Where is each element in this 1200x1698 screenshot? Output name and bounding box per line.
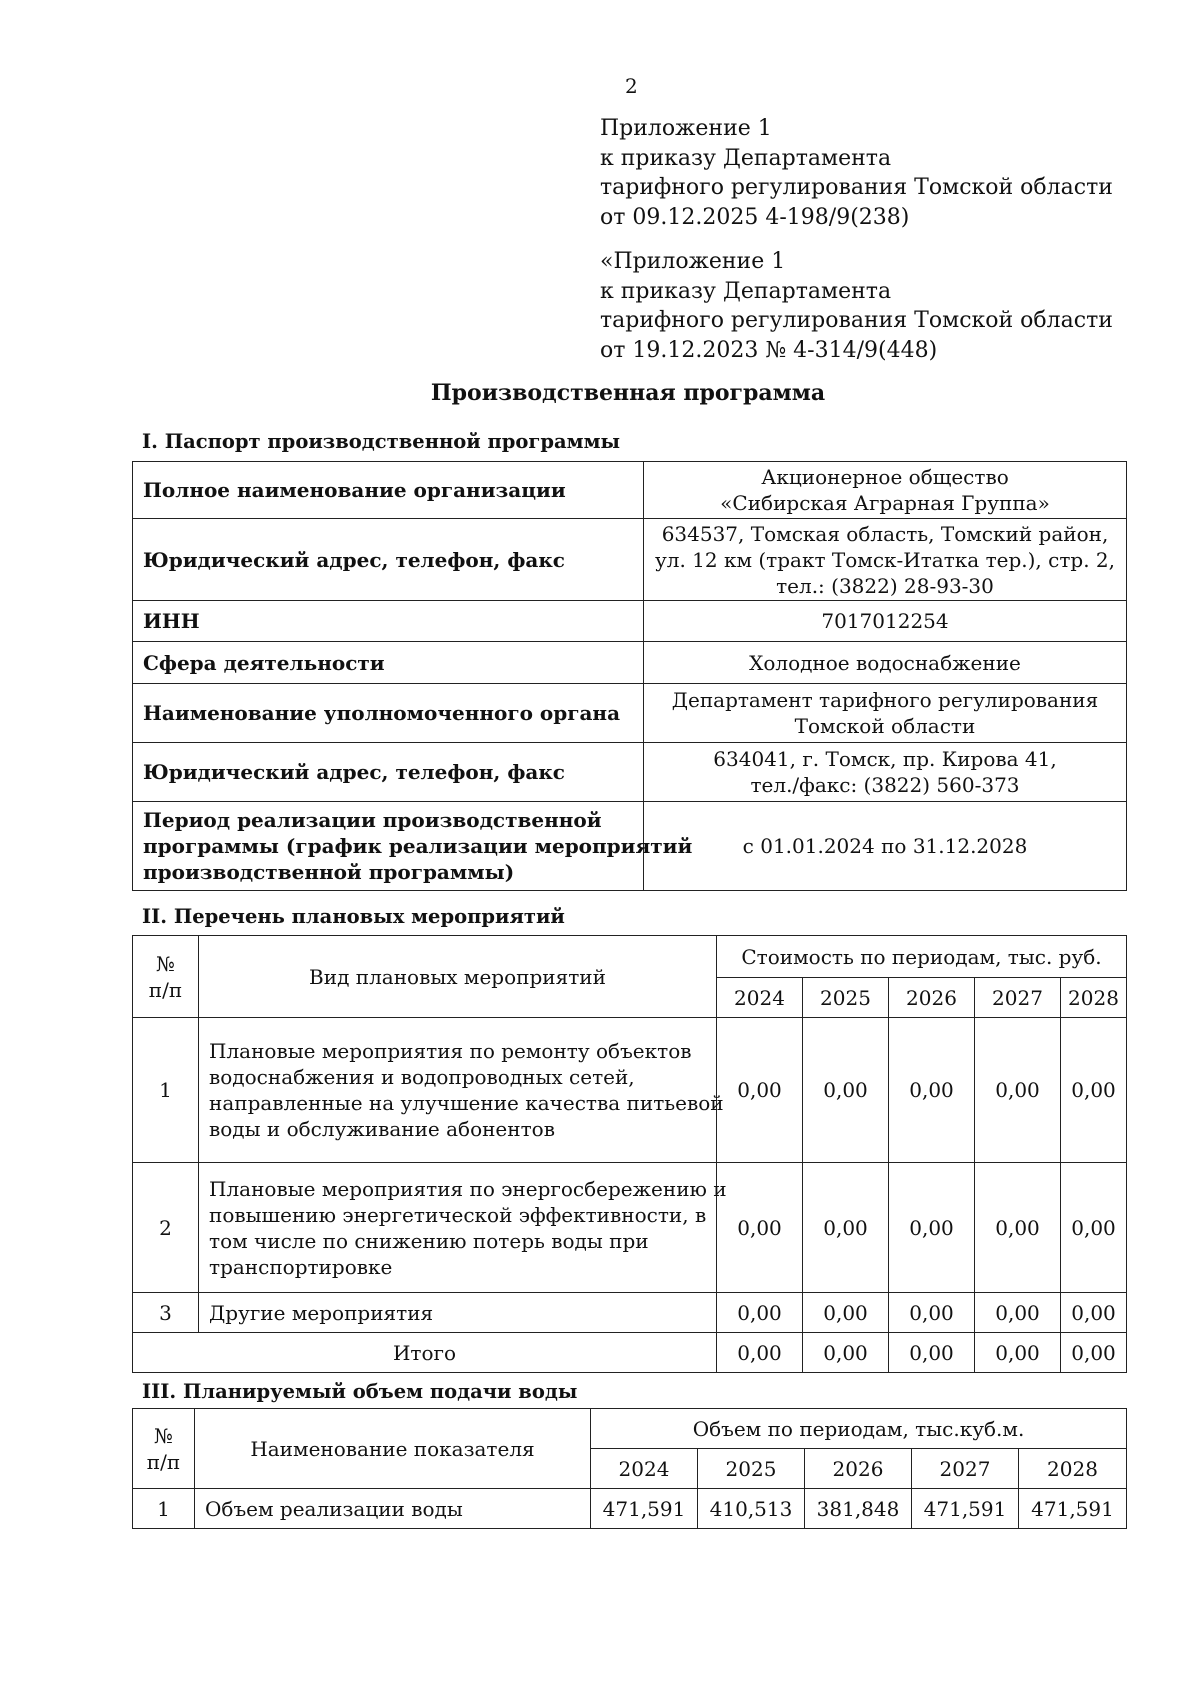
cost-value: 0,00: [975, 1163, 1061, 1293]
appendix-line: тарифного регулирования Томской области: [600, 175, 1113, 200]
event-description: Плановые мероприятия по ремонту объектов водоснабжения и водопроводных сетей, направленные на улучшение качества питьевой воды и обслуживание абонентов: [199, 1018, 717, 1163]
column-header-indicator: Наименование показателя: [195, 1409, 591, 1489]
total-value: 0,00: [717, 1333, 803, 1373]
passport-label: Сфера деятельности: [133, 642, 644, 684]
table-row: [133, 1018, 1127, 1163]
section-2-title: II. Перечень плановых мероприятий: [142, 905, 565, 928]
total-row: [133, 1333, 1127, 1373]
volume-value: 471,591: [1019, 1489, 1127, 1529]
cost-value: 0,00: [803, 1018, 889, 1163]
table-row: [133, 743, 1127, 802]
passport-value: 634537, Томская область, Томский район, ул. 12 км (тракт Томск-Итатка тер.), стр. 2, тел.: (3822) 28-93-30: [644, 519, 1127, 601]
passport-label: Период реализации производственной программы (график реализации мероприятий производственной программы): [133, 802, 644, 891]
appendix-line: к приказу Департамента: [600, 145, 892, 171]
table-row: [133, 1293, 1127, 1333]
event-description: Другие мероприятия: [199, 1293, 717, 1333]
passport-label: Наименование уполномоченного органа: [133, 684, 644, 743]
column-header-year: 2027: [975, 978, 1061, 1018]
column-header-year: 2025: [698, 1449, 805, 1489]
table-row: [133, 462, 1127, 519]
passport-label: Юридический адрес, телефон, факс: [133, 519, 644, 601]
cost-value: 0,00: [1061, 1018, 1127, 1163]
total-label: Итого: [133, 1333, 717, 1373]
column-header-year: 2026: [805, 1449, 912, 1489]
table-row: [133, 601, 1127, 642]
cost-value: 0,00: [1061, 1163, 1127, 1293]
column-header-number: № п/п: [133, 936, 199, 1018]
cost-value: 0,00: [717, 1293, 803, 1333]
total-value: 0,00: [803, 1333, 889, 1373]
passport-label: Полное наименование организации: [133, 462, 644, 519]
events-table: [132, 935, 1127, 1373]
passport-value: 634041, г. Томск, пр. Кирова 41, тел./факс: (3822) 560-373: [644, 743, 1127, 802]
cost-value: 0,00: [1061, 1293, 1127, 1333]
total-value: 0,00: [1061, 1333, 1127, 1373]
passport-value: с 01.01.2024 по 31.12.2028: [644, 802, 1127, 891]
cost-value: 0,00: [889, 1018, 975, 1163]
column-header-event-type: Вид плановых мероприятий: [199, 936, 717, 1018]
table-header-row: [133, 936, 1127, 978]
section-3-title: III. Планируемый объем подачи воды: [142, 1380, 578, 1403]
volume-value: 381,848: [805, 1489, 912, 1529]
indicator-name: Объем реализации воды: [195, 1489, 591, 1529]
passport-value: Департамент тарифного регулирования Томской области: [644, 684, 1127, 743]
column-header-year: 2024: [591, 1449, 698, 1489]
column-header-year: 2024: [717, 978, 803, 1018]
volume-value: 410,513: [698, 1489, 805, 1529]
table-row: [133, 519, 1127, 601]
cost-value: 0,00: [803, 1163, 889, 1293]
document-title: Производственная программа: [430, 380, 826, 406]
appendix-line: от 19.12.2023 № 4-314/9(448): [600, 337, 938, 363]
column-header-volume: Объем по периодам, тыс.куб.м.: [591, 1409, 1127, 1449]
appendix-header-previous: [600, 247, 1113, 365]
volume-value: 471,591: [912, 1489, 1019, 1529]
page-number: 2: [625, 74, 638, 98]
row-number: 2: [133, 1163, 199, 1293]
table-header-row: [133, 1409, 1127, 1449]
column-header-year: 2026: [889, 978, 975, 1018]
passport-value: Холодное водоснабжение: [644, 642, 1127, 684]
water-volume-table: [132, 1408, 1127, 1529]
row-number: 3: [133, 1293, 199, 1333]
cost-value: 0,00: [975, 1018, 1061, 1163]
column-header-cost: Стоимость по периодам, тыс. руб.: [717, 936, 1127, 978]
appendix-line: от 09.12.2025 4-198/9(238): [600, 204, 910, 230]
column-header-year: 2028: [1019, 1449, 1127, 1489]
volume-value: 471,591: [591, 1489, 698, 1529]
row-number: 1: [133, 1018, 199, 1163]
table-row: [133, 802, 1127, 891]
cost-value: 0,00: [889, 1163, 975, 1293]
row-number: 1: [133, 1489, 195, 1529]
total-value: 0,00: [889, 1333, 975, 1373]
cost-value: 0,00: [975, 1293, 1061, 1333]
table-row: [133, 642, 1127, 684]
appendix-line: тарифного регулирования Томской области: [600, 308, 1113, 333]
cost-value: 0,00: [889, 1293, 975, 1333]
passport-label: ИНН: [133, 601, 644, 642]
table-row: [133, 1489, 1127, 1529]
column-header-year: 2028: [1061, 978, 1127, 1018]
passport-label: Юридический адрес, телефон, факс: [133, 743, 644, 802]
cost-value: 0,00: [803, 1293, 889, 1333]
table-row: [133, 1163, 1127, 1293]
column-header-number: № п/п: [133, 1409, 195, 1489]
passport-table: [132, 461, 1127, 891]
cost-value: 0,00: [717, 1163, 803, 1293]
appendix-line: Приложение 1: [600, 116, 772, 141]
table-row: [133, 684, 1127, 743]
event-description: Плановые мероприятия по энергосбережению и повышению энергетической эффективности, в том числе по снижению потерь воды при транспортировке: [199, 1163, 717, 1293]
appendix-line: «Приложение 1: [600, 249, 786, 274]
column-header-year: 2027: [912, 1449, 1019, 1489]
section-1-title: I. Паспорт производственной программы: [142, 430, 621, 453]
cost-value: 0,00: [717, 1018, 803, 1163]
appendix-header-current: [600, 114, 1113, 232]
appendix-line: к приказу Департамента: [600, 278, 892, 304]
column-header-year: 2025: [803, 978, 889, 1018]
total-value: 0,00: [975, 1333, 1061, 1373]
passport-value: Акционерное общество «Сибирская Аграрная Группа»: [644, 462, 1127, 519]
passport-value: 7017012254: [644, 601, 1127, 642]
